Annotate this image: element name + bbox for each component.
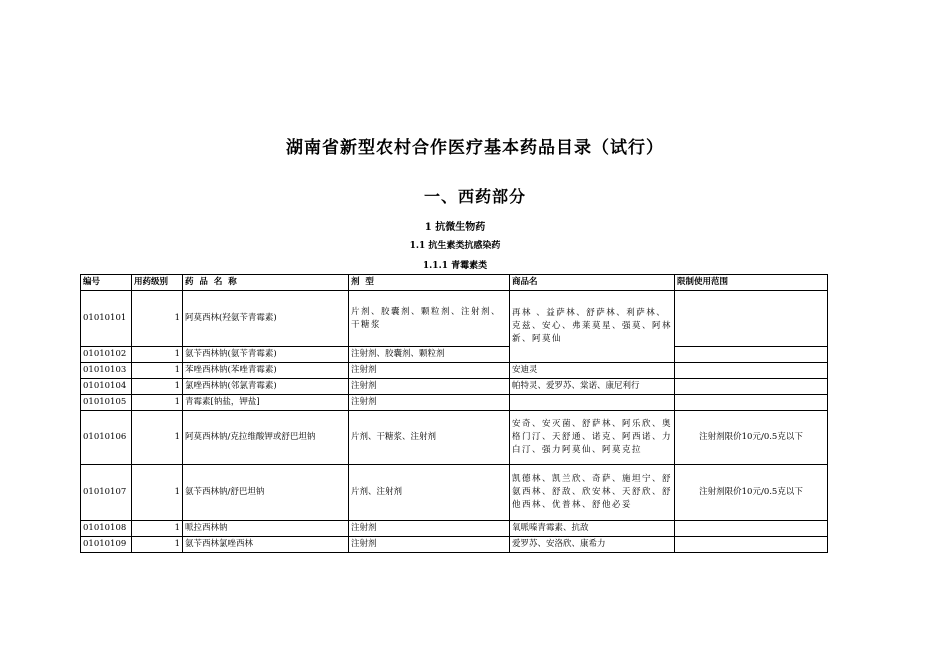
cell-restriction — [675, 379, 828, 395]
cell-name: 氯唑西林钠(邻氯青霉素) — [183, 379, 349, 395]
table-row — [81, 521, 828, 537]
cell-trade-name: 安奇、安灭菌、舒萨林、阿乐欣、奥格门汀、天舒通、诺克、阿西诺、力白汀、强力阿莫仙、阿莫克拉 — [510, 411, 675, 465]
subcategory-heading: 1.1 抗生素类抗感染药 — [409, 241, 501, 251]
cell-trade-name: 凯德林、凯兰欣、奇萨、施坦宁、舒氨西林、舒敌、欣安林、天舒欣、舒他西林、优普林、舒他必妥 — [510, 465, 675, 521]
cell-trade-name: 爱罗苏、安洛欣、康希力 — [510, 537, 675, 553]
cell-name: 青霉素[钠盐，钾盐] — [183, 395, 349, 411]
cell-restriction — [675, 537, 828, 553]
cell-form: 片剂、胶囊剂、颗粒剂、注射剂、干糖浆 — [349, 291, 510, 347]
cell-name: 氨苄西林氯唑西林 — [183, 537, 349, 553]
cell-restriction — [675, 347, 828, 363]
cell-level: 1 — [132, 521, 183, 537]
table-row — [81, 363, 828, 379]
cell-form: 片剂、干糖浆、注射剂 — [349, 411, 510, 465]
cell-name: 氨苄西林钠/舒巴坦钠 — [183, 465, 349, 521]
header-restriction: 限制使用范围 — [675, 275, 828, 291]
cell-code: 01010102 — [81, 347, 132, 363]
table-row — [81, 379, 828, 395]
cell-restriction — [675, 291, 828, 347]
cell-level: 1 — [132, 347, 183, 363]
cell-trade-name — [510, 395, 675, 411]
header-form: 剂 型 — [349, 275, 510, 291]
cell-name: 哌拉西林钠 — [183, 521, 349, 537]
cell-level: 1 — [132, 363, 183, 379]
cell-level: 1 — [132, 465, 183, 521]
cell-code: 01010109 — [81, 537, 132, 553]
table-row — [81, 537, 828, 553]
cell-trade-name: 氧哌嗪青霉素、抗敌 — [510, 521, 675, 537]
cell-level: 1 — [132, 537, 183, 553]
cell-form: 注射剂 — [349, 379, 510, 395]
cell-restriction — [675, 395, 828, 411]
header-trade-name: 商品名 — [510, 275, 675, 291]
cell-form: 注射剂 — [349, 395, 510, 411]
header-level: 用药级别 — [132, 275, 183, 291]
cell-code: 01010103 — [81, 363, 132, 379]
subsubcategory-heading: 1.1.1 青霉素类 — [422, 261, 488, 271]
cell-code: 01010108 — [81, 521, 132, 537]
cell-name: 苯唑西林钠(苯唑青霉素) — [183, 363, 349, 379]
cell-restriction: 注射剂限价10元/0.5克以下 — [675, 411, 828, 465]
cell-restriction — [675, 521, 828, 537]
cell-code: 01010101 — [81, 291, 132, 347]
cell-code: 01010105 — [81, 395, 132, 411]
table-row — [81, 291, 828, 347]
cell-level: 1 — [132, 395, 183, 411]
cell-form: 片剂、注射剂 — [349, 465, 510, 521]
header-name: 药 品 名 称 — [183, 275, 349, 291]
cell-name: 阿莫西林钠/克拉维酸钾或舒巴坦钠 — [183, 411, 349, 465]
cell-form: 注射剂 — [349, 521, 510, 537]
section-heading: 一、西药部分 — [423, 187, 526, 206]
cell-form: 注射剂、胶囊剂、颗粒剂 — [349, 347, 510, 363]
cell-restriction: 注射剂限价10元/0.5克以下 — [675, 465, 828, 521]
cell-form: 注射剂 — [349, 363, 510, 379]
table-row — [81, 465, 828, 521]
cell-name: 氨苄西林钠(氨苄青霉素) — [183, 347, 349, 363]
drug-table — [80, 274, 828, 553]
category-heading: 1 抗微生物药 — [424, 222, 486, 233]
cell-restriction — [675, 363, 828, 379]
header-code: 编号 — [81, 275, 132, 291]
cell-level: 1 — [132, 379, 183, 395]
table-row — [81, 347, 828, 363]
cell-trade-name: 再林 、益萨林、舒萨林、利萨林、克兹、安心、弗莱莫星、强莫、阿林新、阿莫仙 — [510, 291, 675, 363]
cell-code: 01010106 — [81, 411, 132, 465]
document-title: 湖南省新型农村合作医疗基本药品目录（试行） — [286, 138, 664, 158]
table-row — [81, 411, 828, 465]
cell-code: 01010104 — [81, 379, 132, 395]
cell-code: 01010107 — [81, 465, 132, 521]
table-row — [81, 395, 828, 411]
cell-trade-name: 安迪灵 — [510, 363, 675, 379]
cell-name: 阿莫西林(羟氨苄青霉素) — [183, 291, 349, 347]
table-header-row — [81, 275, 828, 291]
cell-level: 1 — [132, 411, 183, 465]
cell-trade-name: 帕特灵、爱罗苏、棠诺、康尼利行 — [510, 379, 675, 395]
cell-level: 1 — [132, 291, 183, 347]
cell-form: 注射剂 — [349, 537, 510, 553]
